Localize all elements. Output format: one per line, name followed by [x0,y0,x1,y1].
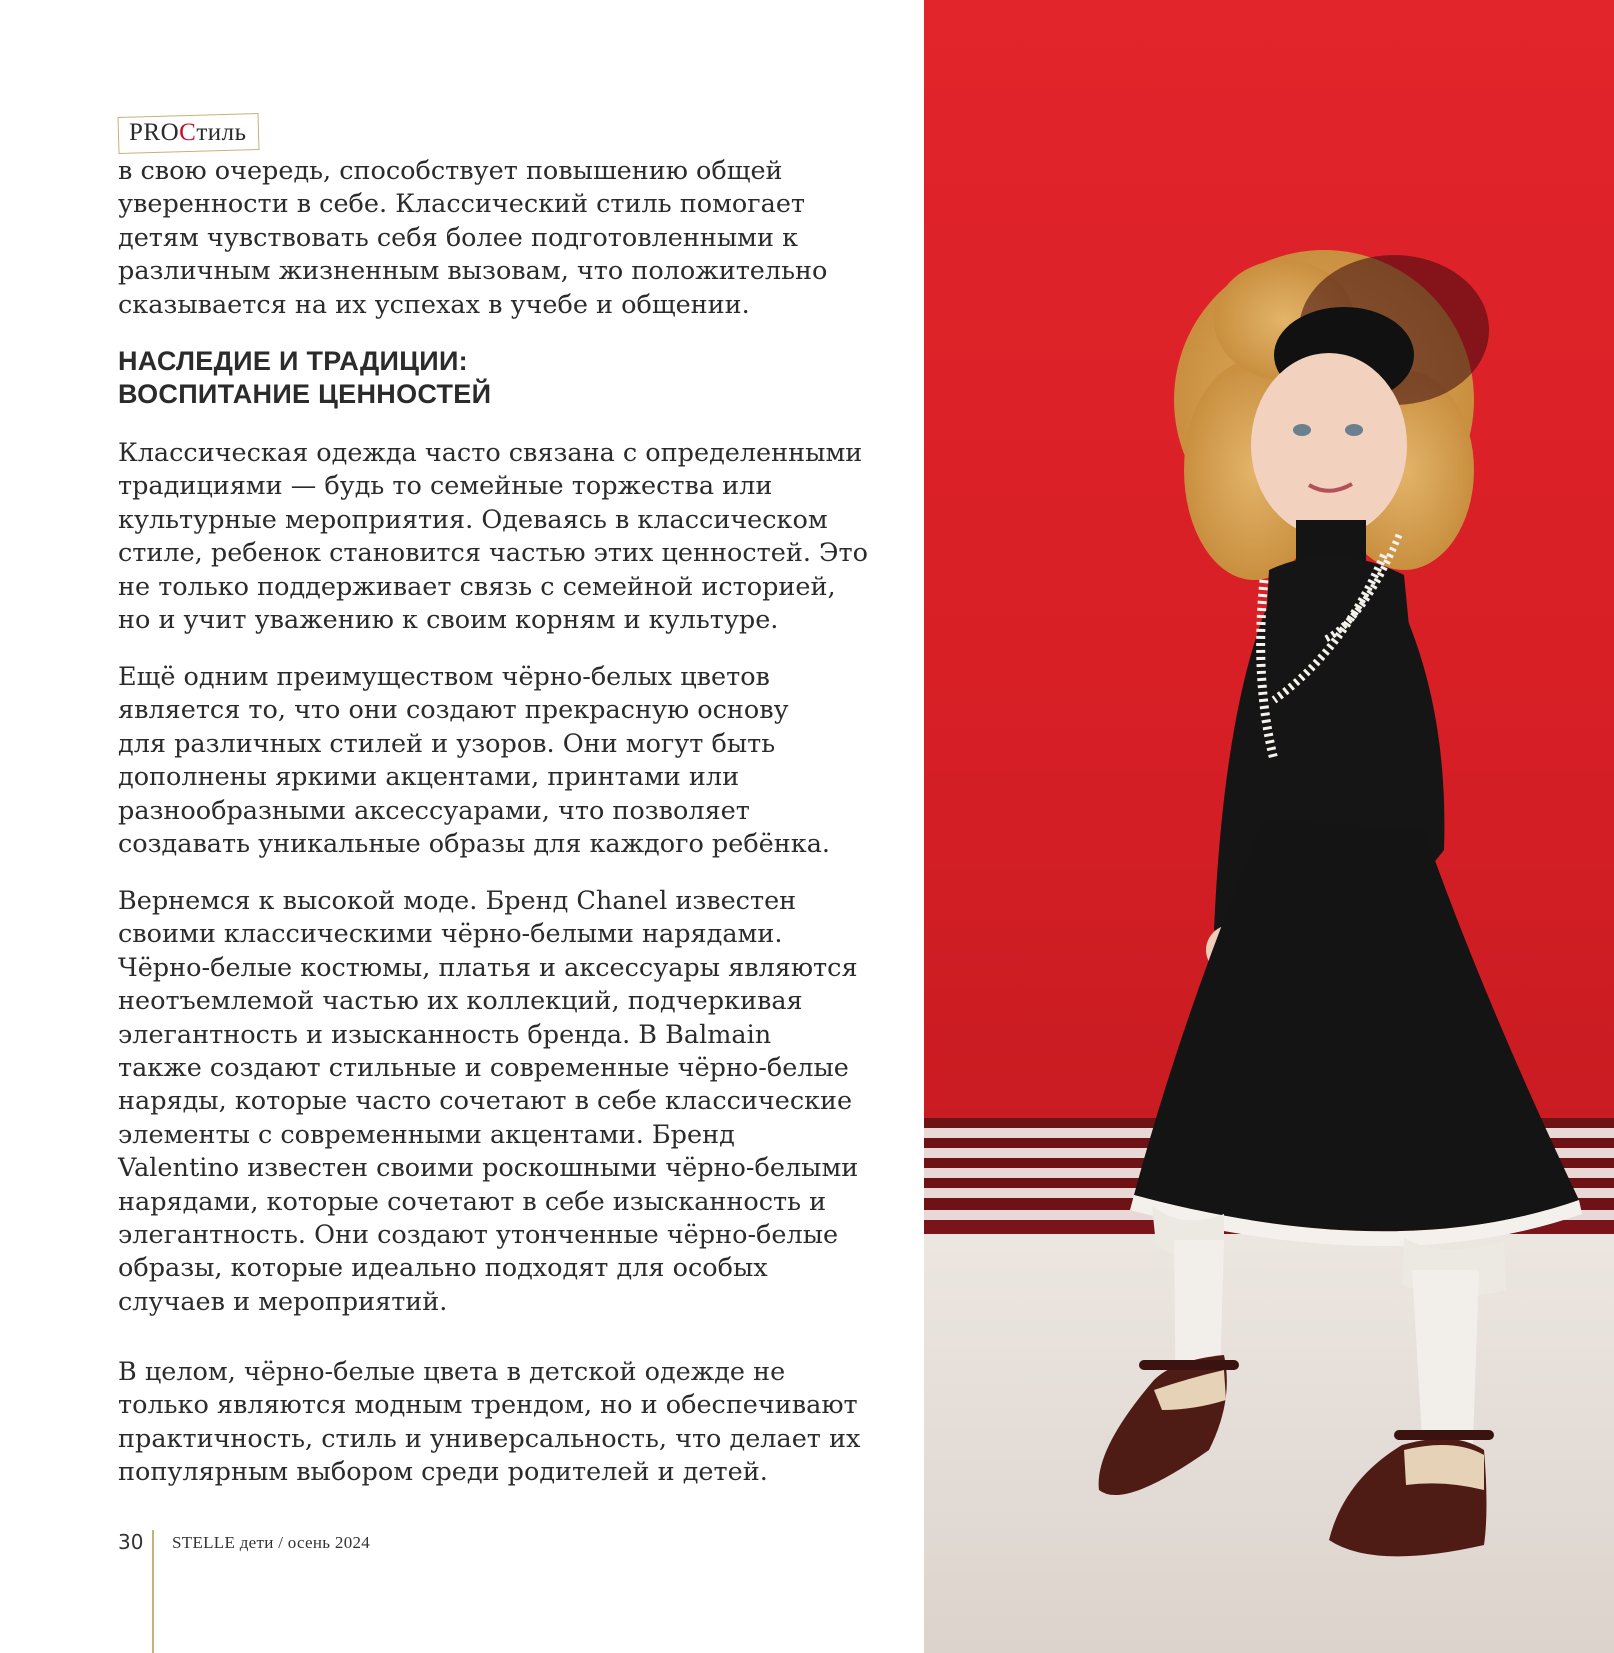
paragraph-advantages: Ещё одним преимуществом чёрно-белых цветов является то, что они создают прекрасную основу для различных стилей и узоров. Они могут быть дополнены яркими акцентами, принтами или разнообразными аксессуарами, что позволяет создавать уникальные образы для каждого ребёнка. [118,662,831,860]
magazine-issue: STELLE дети / осень 2024 [172,1533,371,1552]
paragraph-high-fashion: Вернемся к высокой моде. Бренд Chanel известен своими классическими чёрно-белыми нарядами. Чёрно-белые костюмы, платья и аксессуары являются неотъемлемой частью их коллекций, подчеркивая элегантность и изысканность бренда. В Balmain также создают стильные и современные чёрно-белые наряды, которые часто сочетают в себе классические элементы с современными акцентами. Бренд Valentino известен своими роскошными чёрно-белыми нарядами, которые сочетают в себе изысканность и элегантность. Они создают утонченные чёрно-белые образы, которые идеально подходят для особых случаев и мероприятий. [118,886,859,1317]
section-tag [118,115,259,152]
section-tag-accent: C [179,119,197,146]
page-number: 30 [118,1530,144,1554]
fashion-photo [924,0,1614,1653]
footer-divider [152,1530,154,1653]
paragraph-conclusion: В целом, чёрно-белые цвета в детской одежде не только являются модным трендом, но и обеспечивают практичность, стиль и универсальность, что делает их популярным выбором среди родителей и детей. [118,1357,861,1488]
girl-in-black-dress-illustration [924,0,1614,1653]
section-tag-frame [118,113,259,154]
section-tag-suffix: тиль [196,119,247,146]
section-heading: НАСЛЕДИЕ И ТРАДИЦИИ: ВОСПИТАНИЕ ЦЕННОСТЕЙ [118,346,492,409]
section-tag-prefix: PRO [129,119,180,146]
paragraph-traditions: Классическая одежда часто связана с определенными традициями — будь то семейные торжества или культурные мероприятия. Одеваясь в классическом стиле, ребенок становится частью этих ценностей. Это не только поддерживает связь с семейной историей, но и учит уважению к своим корням и культуре. [118,438,869,636]
text-column [118,115,908,1488]
paragraph-confidence: в свою очередь, способствует повышению общей уверенности в себе. Классический стиль помогает детям чувствовать себя более подготовленными к различным жизненным вызовам, что положительно сказывается на их успехах в учебе и общении. [118,156,828,320]
